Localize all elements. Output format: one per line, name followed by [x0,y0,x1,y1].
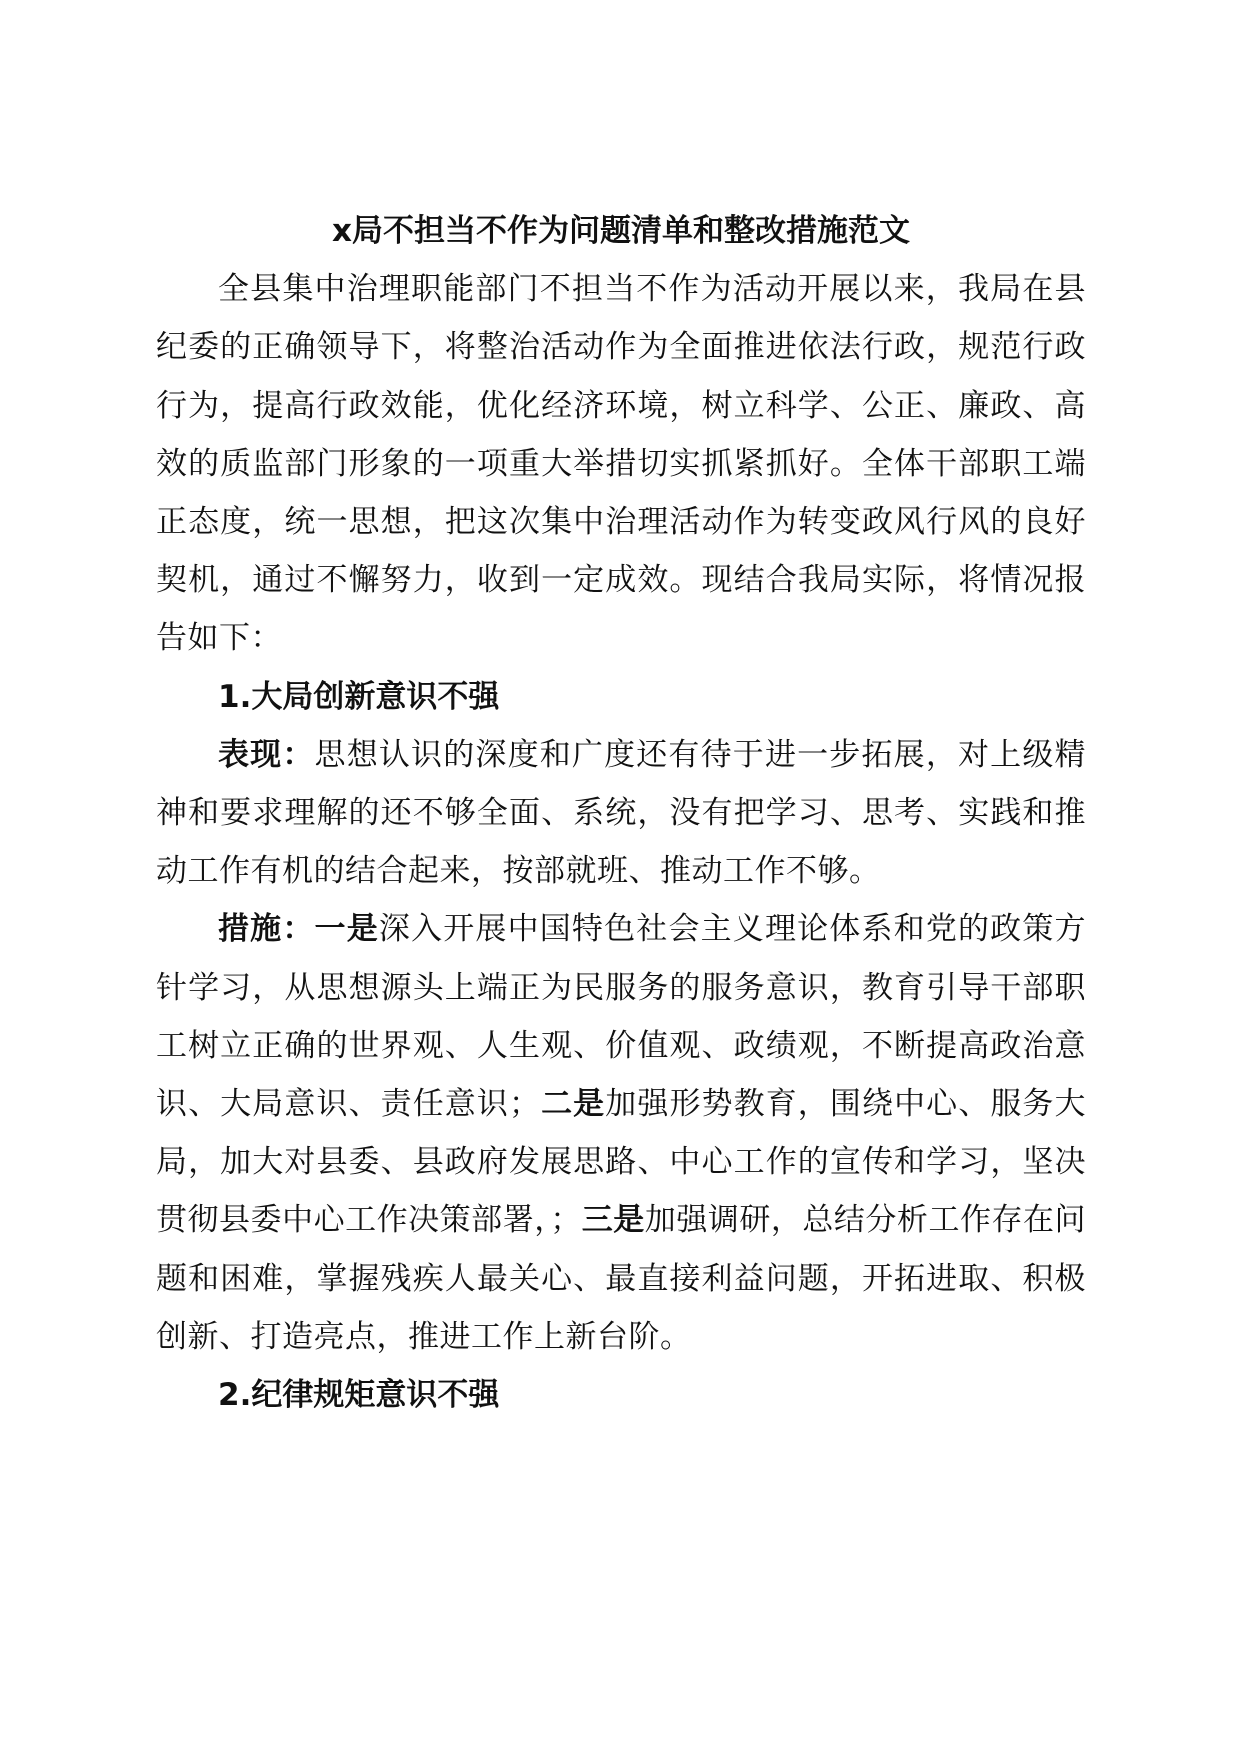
document-body [156,202,1086,1424]
measure-2-label: 二是 [540,1086,606,1123]
section-1-heading: 1.大局创新意识不强 [218,678,500,715]
measure-2-text: 加强形势教育，围绕中心、服务大局，加大对县委、县政府发展思路、中心工作的宣传和学习，坚决贯彻县委中心工作决策部署，； [156,1086,1087,1239]
performance-label: 表现： [218,736,315,773]
section-2-heading: 2.纪律规矩意识不强 [218,1377,500,1414]
document-title: x局不担当不作为问题清单和整改措施范文 [332,213,910,249]
section-1-performance [156,726,1086,901]
measure-1-label: 一是 [314,911,379,948]
section-1-measures [156,900,1086,1366]
measure-1-text: 深入开展中国特色社会主义理论体系和党的政策方针学习，从思想源头上端正为民服务的服务意识，教育引导干部职工树立正确的世界观、人生观、价值观、政绩观，不断提高政治意识、大局意识、责任意识； [156,911,1087,1123]
performance-text: 思想认识的深度和广度还有待于进一步拓展，对上级精神和要求理解的还不够全面、系统，没有把学习、思考、实践和推动工作有机的结合起来，按部就班、推动工作不够。 [156,736,1087,890]
measures-label: 措施： [218,911,315,948]
intro-paragraph: 全县集中治理职能部门不担当不作为活动开展以来，我局在县纪委的正确领导下，将整治活动作为全面推进依法行政，规范行政行为，提高行政效能，优化经济环境，树立科学、公正、廉政、高效的质监部门形象的一项重大举措切实抓紧抓好。全体干部职工端正态度，统一思想，把这次集中治理活动作为转变政风行风的良好契机，通过不懈努力，收到一定成效。现结合我局实际，将情况报告如下： [156,271,1086,657]
measure-3-label: 三是 [581,1202,645,1239]
measure-3-text: 加强调研，总结分析工作存在问题和困难，掌握残疾人最关心、最直接利益问题，开拓进取、积极创新、打造亮点，推进工作上新台阶。 [156,1202,1087,1355]
